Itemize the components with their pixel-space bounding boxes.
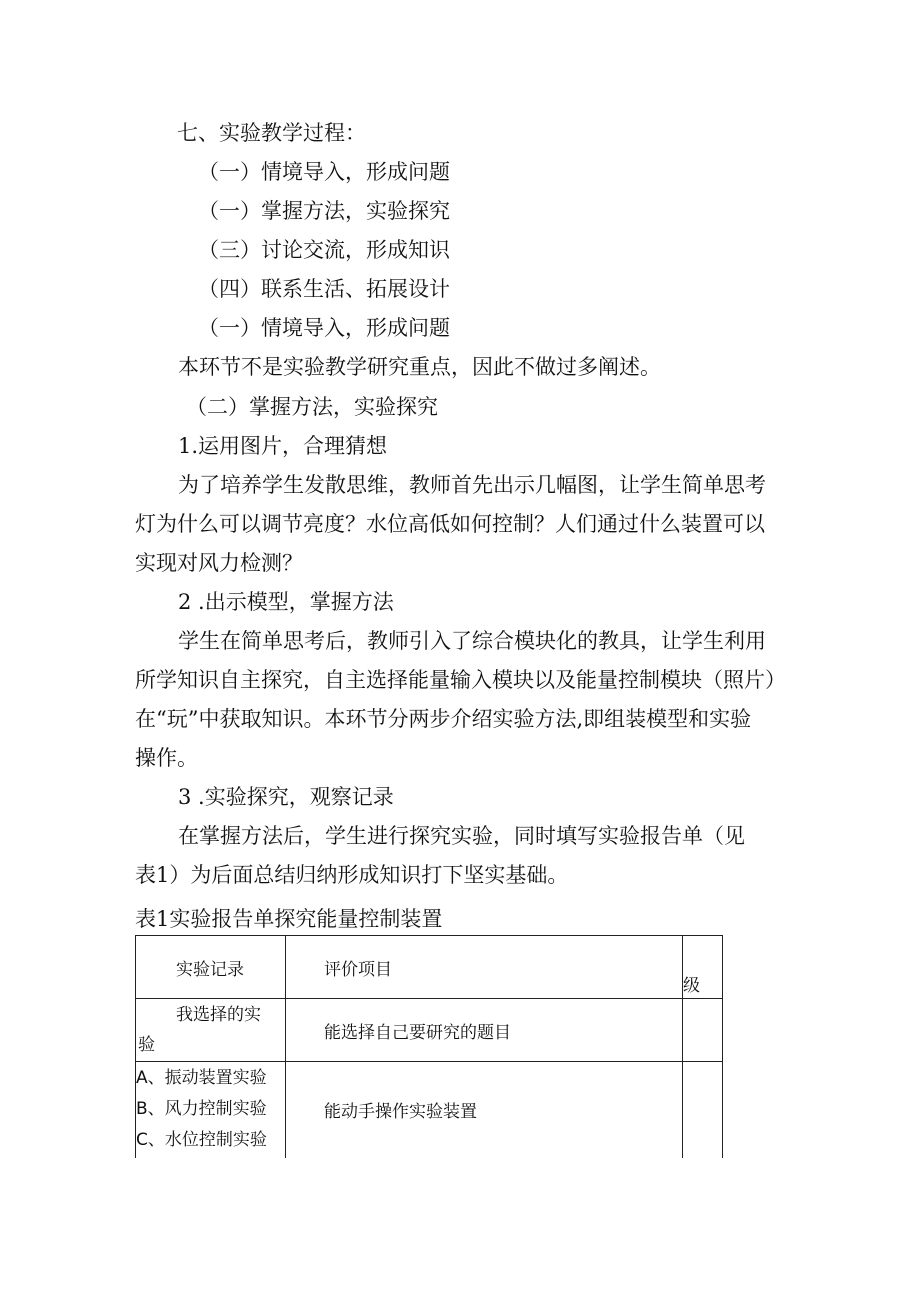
cell-grade: [683, 1062, 723, 1158]
step-heading-3: 3 .实验探究，观察记录: [178, 785, 394, 809]
cell-experiment-options: [136, 1062, 286, 1158]
option-a: A、振动装置实验: [136, 1068, 267, 1088]
table-row: [136, 999, 723, 1062]
table-header-row: [136, 936, 723, 999]
outline-item-2: （一）掌握方法，实验探究: [198, 199, 450, 223]
paragraph-line: 学生在简单思考后，教师引入了综合模块化的教具，让学生利用: [178, 629, 766, 653]
cell-grade: [683, 999, 723, 1062]
cell-experiment-choice: [136, 999, 286, 1062]
experiment-choice-line1: 我选择的实: [176, 1005, 261, 1025]
evaluation-item-text: 能选择自己要研究的题目: [324, 1022, 511, 1043]
paragraph-line: 灯为什么可以调节亮度？水位高低如何控制？人们通过什么装置可以: [135, 512, 765, 536]
option-c: C、水位控制实验: [136, 1130, 267, 1150]
cell-evaluation-item: [286, 999, 683, 1062]
evaluation-item-text: 能动手操作实验装置: [324, 1102, 477, 1123]
paragraph-line: 在“玩”中获取知识。本环节分两步介绍实验方法,即组装模型和实验: [135, 707, 752, 731]
option-b: B、风力控制实验: [136, 1099, 267, 1119]
paragraph-line: 表1）为后面总结归纳形成知识打下坚实基础。: [135, 863, 569, 887]
cell-evaluation-item: [286, 1062, 683, 1158]
outline-item-3: （三）讨论交流，形成知识: [198, 238, 450, 262]
step-heading-2: 2 .出示模型，掌握方法: [178, 590, 394, 614]
paragraph-line: 本环节不是实验教学研究重点，因此不做过多阐述。: [178, 355, 661, 379]
paragraph-line: 实现对风力检测？: [135, 551, 303, 575]
header-grade-label: 级: [683, 976, 700, 996]
paragraph-line: 所学知识自主探究，自主选择能量输入模块以及能量控制模块（照片）: [135, 668, 786, 692]
section-heading: 七、实验教学过程：: [177, 121, 366, 145]
header-cell-grade: [683, 936, 723, 999]
subsection-heading-1: （一）情境导入，形成问题: [198, 316, 450, 340]
header-record-label: 实验记录: [176, 959, 244, 980]
header-evaluation-label: 评价项目: [324, 959, 392, 980]
table-caption: 表1实验报告单探究能量控制装置: [135, 907, 443, 931]
paragraph-line: 操作。: [135, 746, 198, 770]
subsection-heading-2: （二）掌握方法，实验探究: [186, 395, 438, 419]
outline-item-1: （一）情境导入，形成问题: [198, 160, 450, 184]
experiment-choice-line2: 验: [138, 1035, 155, 1055]
paragraph-line: 为了培养学生发散思维，教师首先出示几幅图，让学生简单思考: [178, 473, 766, 497]
step-heading-1: 1.运用图片，合理猜想: [178, 434, 388, 458]
paragraph-line: 在掌握方法后，学生进行探究实验，同时填写实验报告单（见: [178, 824, 745, 848]
header-cell-evaluation: [286, 936, 683, 999]
outline-item-4: （四）联系生活、拓展设计: [198, 277, 450, 301]
header-cell-record: [136, 936, 286, 999]
experiment-report-table: [135, 935, 723, 1158]
table-row: [136, 1062, 723, 1158]
